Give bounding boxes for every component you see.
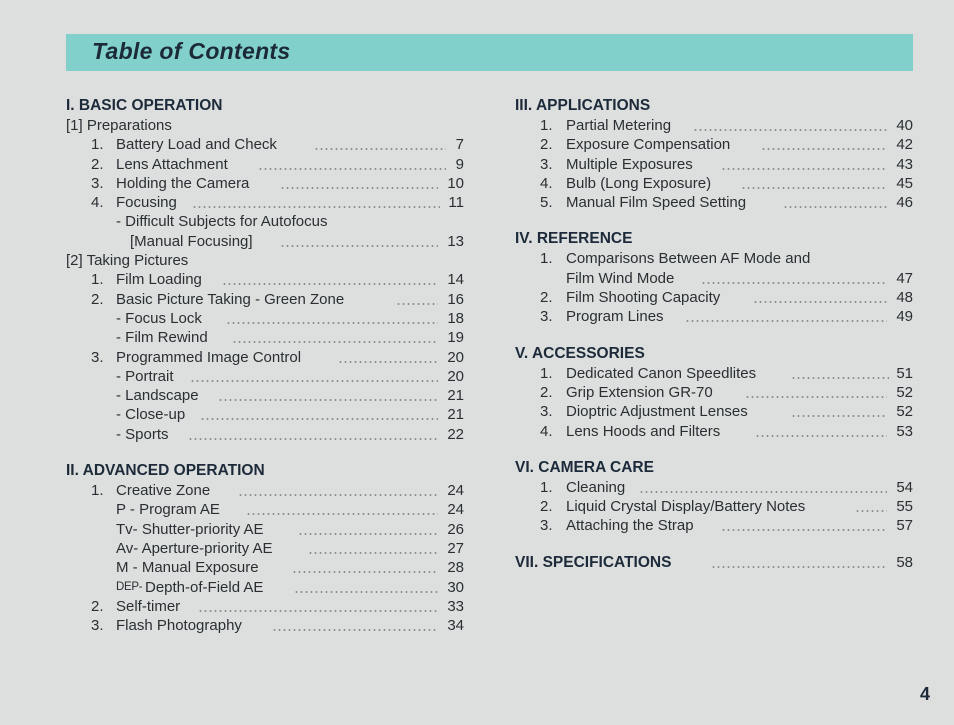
toc-entry[interactable]: 1. Partial Metering 40: [540, 117, 913, 134]
section-title-reference: IV. REFERENCE: [515, 230, 633, 248]
dot-leader: [280, 174, 438, 193]
toc-entry[interactable]: 3. Programmed Image Control 20: [91, 348, 464, 366]
page-ref: 34: [447, 617, 464, 635]
dot-leader: [294, 578, 438, 597]
dot-leader: [308, 539, 438, 558]
toc-entry[interactable]: 3. Program Lines 49: [540, 308, 913, 326]
dot-leader: [693, 116, 887, 135]
toc-entry[interactable]: 3. Holding the Camera 10: [91, 174, 464, 192]
page-ref: 52: [896, 403, 913, 421]
toc-entry[interactable]: P - Program AE 24: [116, 501, 464, 519]
page-ref: 21: [447, 387, 464, 405]
dot-leader: [238, 481, 438, 500]
toc-subheading-preparations: [1] Preparations: [66, 117, 172, 134]
page-ref: 14: [447, 271, 464, 289]
page-ref: 58: [896, 553, 913, 571]
section-title-basic-operation: I. BASIC OPERATION: [66, 97, 223, 114]
section-title-camera-care: VI. CAMERA CARE: [515, 458, 654, 476]
dot-leader: [292, 558, 438, 577]
page-ref: 18: [447, 309, 464, 327]
page-ref: 7: [455, 136, 464, 154]
toc-entry[interactable]: 1. Comparisons Between AF Mode and: [540, 250, 811, 268]
page-ref: 54: [896, 478, 913, 496]
page-ref: 30: [447, 578, 464, 596]
toc-entry[interactable]: - Sports 22: [116, 425, 464, 443]
page-ref: 53: [896, 422, 913, 440]
page-ref: 24: [447, 482, 464, 500]
page-ref: 48: [896, 289, 913, 307]
toc-entry[interactable]: - Focus Lock 18: [116, 309, 464, 327]
page-ref: 16: [447, 290, 464, 308]
page-ref: 20: [447, 348, 464, 366]
right-column: [515, 96, 913, 572]
dot-leader: [272, 616, 438, 635]
page-ref: 42: [896, 136, 913, 154]
page-ref: 28: [447, 559, 464, 577]
toc-entry[interactable]: 2. Film Shooting Capacity 48: [540, 289, 913, 307]
dot-leader: [226, 309, 438, 328]
dot-leader: [701, 269, 887, 288]
page-ref: 27: [447, 539, 464, 557]
toc-entry[interactable]: 2. Liquid Crystal Display/Battery Notes 55: [540, 498, 913, 516]
dot-leader: [200, 405, 438, 424]
page-ref: 9: [455, 155, 464, 173]
toc-entry[interactable]: DEP- Depth-of-Field AE 30: [116, 578, 464, 596]
page-ref: 20: [447, 367, 464, 385]
toc-entry[interactable]: 3. Attaching the Strap 57: [540, 517, 913, 535]
dot-leader: [711, 553, 887, 572]
page-ref: 10: [447, 174, 464, 192]
page-ref: 45: [896, 174, 913, 192]
dot-leader: [761, 135, 887, 154]
page-ref: 46: [896, 194, 913, 212]
toc-entry[interactable]: - Film Rewind 19: [116, 329, 464, 347]
section-title-applications: III. APPLICATIONS: [515, 97, 651, 114]
page-ref: 49: [896, 308, 913, 326]
page-ref: 43: [896, 155, 913, 173]
toc-entry[interactable]: 4. Bulb (Long Exposure) 45: [540, 174, 913, 192]
page-ref: 40: [896, 117, 913, 134]
dot-leader: [188, 425, 438, 444]
dot-leader: [855, 497, 887, 516]
toc-entry[interactable]: 3. Multiple Exposures 43: [540, 155, 913, 173]
toc-entry[interactable]: - Close-up 21: [116, 406, 464, 424]
dot-leader: [232, 328, 438, 347]
toc-entry[interactable]: 1. Dedicated Canon Speedlites 51: [540, 364, 913, 382]
dot-leader: [192, 193, 440, 212]
dot-leader: [721, 155, 887, 174]
page-ref: 52: [896, 383, 913, 401]
toc-entry[interactable]: [Manual Focusing] 13: [130, 232, 464, 250]
toc-entry[interactable]: 2. Grip Extension GR-70 52: [540, 383, 913, 401]
dot-leader: [246, 500, 438, 519]
page-ref: 26: [447, 520, 464, 538]
dot-leader: [721, 516, 887, 535]
toc-entry[interactable]: - Difficult Subjects for Autofocus: [116, 213, 328, 231]
toc-entry[interactable]: M - Manual Exposure 28: [116, 559, 464, 577]
toc-entry[interactable]: - Landscape 21: [116, 387, 464, 405]
dot-leader: [396, 290, 438, 309]
dot-leader: [791, 364, 889, 383]
page-ref: 57: [896, 517, 913, 535]
toc-entry[interactable]: 2. Exposure Compensation 42: [540, 136, 913, 154]
toc-entry[interactable]: Av- Aperture-priority AE 27: [116, 539, 464, 557]
dot-leader: [218, 386, 438, 405]
dot-leader: [755, 422, 887, 441]
toc-entry[interactable]: 3. Flash Photography 34: [91, 617, 464, 635]
toc-entry[interactable]: 2. Lens Attachment 9: [91, 155, 464, 173]
dot-leader: [753, 288, 887, 307]
page-ref: 19: [447, 329, 464, 347]
page-ref: 24: [447, 501, 464, 519]
toc-entry[interactable]: 1. Battery Load and Check 7: [91, 136, 464, 154]
dot-leader: [258, 155, 446, 174]
dot-leader: [280, 232, 438, 251]
page-ref: 13: [447, 232, 464, 250]
section-title-advanced-operation: II. ADVANCED OPERATION: [66, 462, 265, 480]
dot-leader: [791, 402, 887, 421]
page-ref: 22: [447, 425, 464, 443]
page-ref: 21: [447, 406, 464, 424]
section-title-accessories: V. ACCESSORIES: [515, 344, 645, 362]
toc-entry[interactable]: 2. Self-timer 33: [91, 597, 464, 615]
toc-entry[interactable]: 5. Manual Film Speed Setting 46: [540, 194, 913, 212]
toc-entry[interactable]: - Portrait 20: [116, 367, 464, 385]
toc-subheading-taking-pictures: [2] Taking Pictures: [66, 252, 189, 270]
page-number: 4: [920, 684, 931, 704]
toc-entry[interactable]: 4. Lens Hoods and Filters 53: [540, 422, 913, 440]
page-ref: 11: [448, 194, 464, 212]
page-ref: 51: [896, 364, 913, 382]
dot-leader: [314, 135, 446, 154]
title-banner: [66, 34, 913, 71]
dot-leader: [338, 348, 438, 367]
dot-leader: [190, 367, 438, 386]
page-ref: 47: [896, 269, 913, 287]
toc-entry[interactable]: Film Wind Mode 47: [566, 269, 913, 287]
toc-entry[interactable]: 1. Creative Zone 24: [91, 482, 464, 500]
toc-entry[interactable]: Tv- Shutter-priority AE 26: [116, 520, 464, 538]
toc-entry[interactable]: 3. Dioptric Adjustment Lenses 52: [540, 403, 913, 421]
page-ref: 33: [447, 597, 464, 615]
dot-leader: [222, 270, 438, 289]
dot-leader: [783, 193, 887, 212]
dot-leader: [198, 597, 438, 616]
toc-entry-specifications[interactable]: VII. SPECIFICATIONS 58: [515, 553, 913, 571]
dot-leader: [685, 307, 887, 326]
dot-leader: [741, 174, 887, 193]
toc-entry[interactable]: 2. Basic Picture Taking - Green Zone 16: [91, 290, 464, 308]
left-column: [66, 96, 464, 635]
page-title: Table of Contents: [92, 38, 291, 64]
toc-entry[interactable]: 1. Film Loading 14: [91, 271, 464, 289]
page-ref: 55: [896, 498, 913, 516]
dot-leader: [639, 478, 887, 497]
dot-leader: [298, 520, 438, 539]
dot-leader: [745, 383, 887, 402]
toc-entry[interactable]: 4. Focusing 11: [91, 194, 464, 212]
toc-entry[interactable]: 1. Cleaning 54: [540, 478, 913, 496]
